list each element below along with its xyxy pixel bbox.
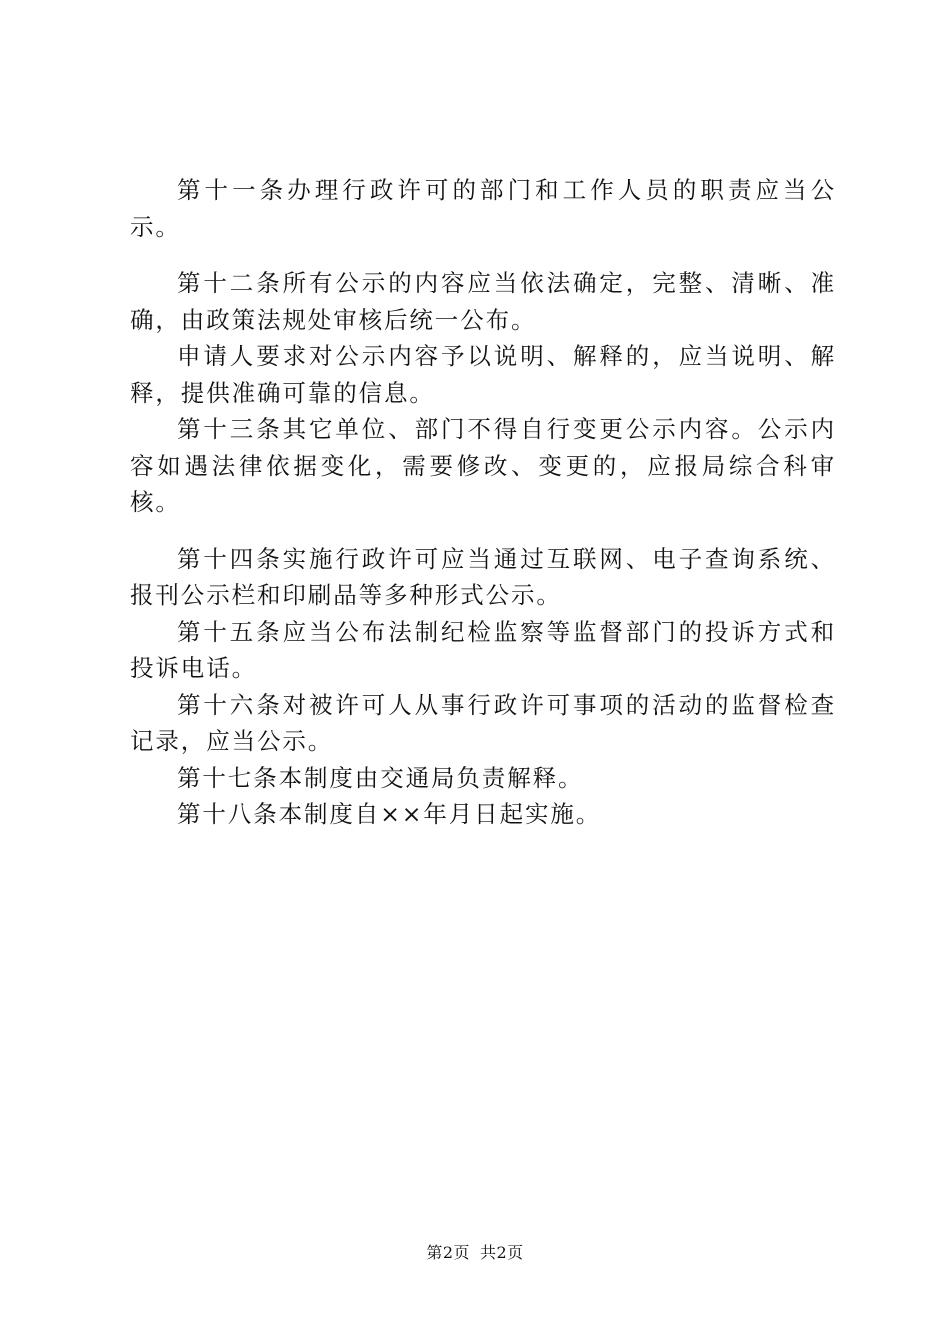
page-footer [0,1243,950,1263]
paragraph-article-11: 第十一条办理行政许可的部门和工作人员的职责应当公示。 [130,176,836,241]
page-number-current: 第2页 [426,1243,470,1262]
paragraph-article-18: 第十八条本制度自××年月日起实施。 [177,800,602,828]
paragraph-article-16: 第十六条对被许可人从事行政许可事项的活动的监督检查记录，应当公示。 [130,690,836,755]
document-body [130,172,836,833]
paragraph-article-14: 第十四条实施行政许可应当通过互联网、电子查询系统、报刊公示栏和印刷品等多种形式公示。 [130,544,836,609]
paragraph-article-15: 第十五条应当公布法制纪检监察等监督部门的投诉方式和投诉电话。 [130,617,836,682]
page-number-total: 共2页 [480,1243,524,1262]
paragraph-applicant-explanation: 申请人要求对公示内容予以说明、解释的，应当说明、解释，提供准确可靠的信息。 [130,342,836,407]
paragraph-article-13: 第十三条其它单位、部门不得自行变更公示内容。公示内容如遇法律依据变化，需要修改、变更的，应报局综合科审核。 [130,415,836,516]
paragraph-article-12: 第十二条所有公示的内容应当依法确定，完整、清晰、准确，由政策法规处审核后统一公布。 [130,269,836,334]
paragraph-article-17: 第十七条本制度由交通局负责解释。 [177,763,584,792]
